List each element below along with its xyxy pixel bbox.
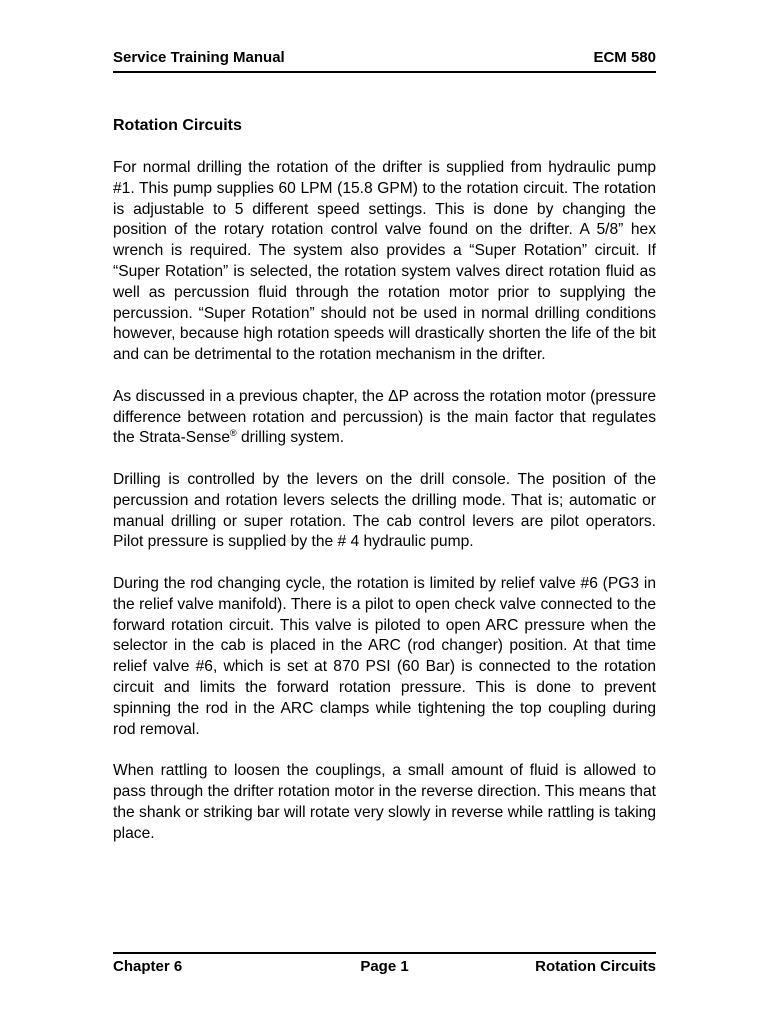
footer-section: Rotation Circuits [535, 958, 656, 975]
footer-divider [113, 952, 656, 954]
paragraph-rod-changing: During the rod changing cycle, the rotation is limited by relief valve #6 (PG3 in the relief valve manifold). There is a pilot to open check valve connected to the forward rotation circuit. This valve is piloted to open ARC pressure when the selector in the cab is placed in the ARC (rod changer) position. At that time relief valve #6, which is set at 870 PSI (60 Bar) is connected to the rotation circuit and limits the forward rotation pressure. This is done to prevent spinning the rod in the ARC clamps while tightening the top coupling during rod removal. [113, 574, 656, 738]
header-model: ECM 580 [593, 49, 656, 66]
header-divider [113, 71, 656, 73]
footer-page-number: Page 1 [360, 958, 409, 975]
page-header [113, 49, 656, 69]
section-title: Rotation Circuits [113, 117, 242, 134]
registered-mark: ® [230, 428, 237, 439]
footer-chapter: Chapter 6 [113, 958, 183, 975]
paragraph-delta-p-end: drilling system. [236, 429, 345, 447]
header-manual-title: Service Training Manual [113, 49, 285, 66]
page-body [113, 116, 656, 865]
paragraph-normal-drilling: For normal drilling the rotation of the drifter is supplied from hydraulic pump #1. This pump supplies 60 LPM (15.8 GPM) to the rotation circuit. The rotation is adjustable to 5 different speed settings. This is done by changing the position of the rotary rotation control valve found on the drifter. A 5/8” hex wrench is required. The system also provides a “Super Rotation” circuit. If “Super Rotation” is selected, the rotation system valves direct rotation fluid as well as percussion fluid through the rotation motor prior to supplying the percussion. “Super Rotation” should not be used in normal drilling conditions however, because high rotation speeds will drastically shorten the life of the bit and can be detrimental to the rotation mechanism in the drifter. [113, 159, 656, 364]
paragraph-delta-p-text: As discussed in a previous chapter, the ΔP across the rotation motor (pressure difference between rotation and percussion) is the main factor that regulates the Strata-Sense [113, 387, 656, 447]
paragraph-rattling: When rattling to loosen the couplings, a small amount of fluid is allowed to pass through the drifter rotation motor in the reverse direction. This means that the shank or striking bar will rotate very slowly in reverse while rattling is taking place. [113, 762, 656, 842]
paragraph-delta-p [113, 387, 656, 449]
paragraph-drill-console: Drilling is controlled by the levers on the drill console. The position of the percussion and rotation levers selects the drilling mode. That is; automatic or manual drilling or super rotation. The cab control levers are pilot operators. Pilot pressure is supplied by the # 4 hydraulic pump. [113, 470, 656, 551]
page-footer [113, 958, 656, 978]
